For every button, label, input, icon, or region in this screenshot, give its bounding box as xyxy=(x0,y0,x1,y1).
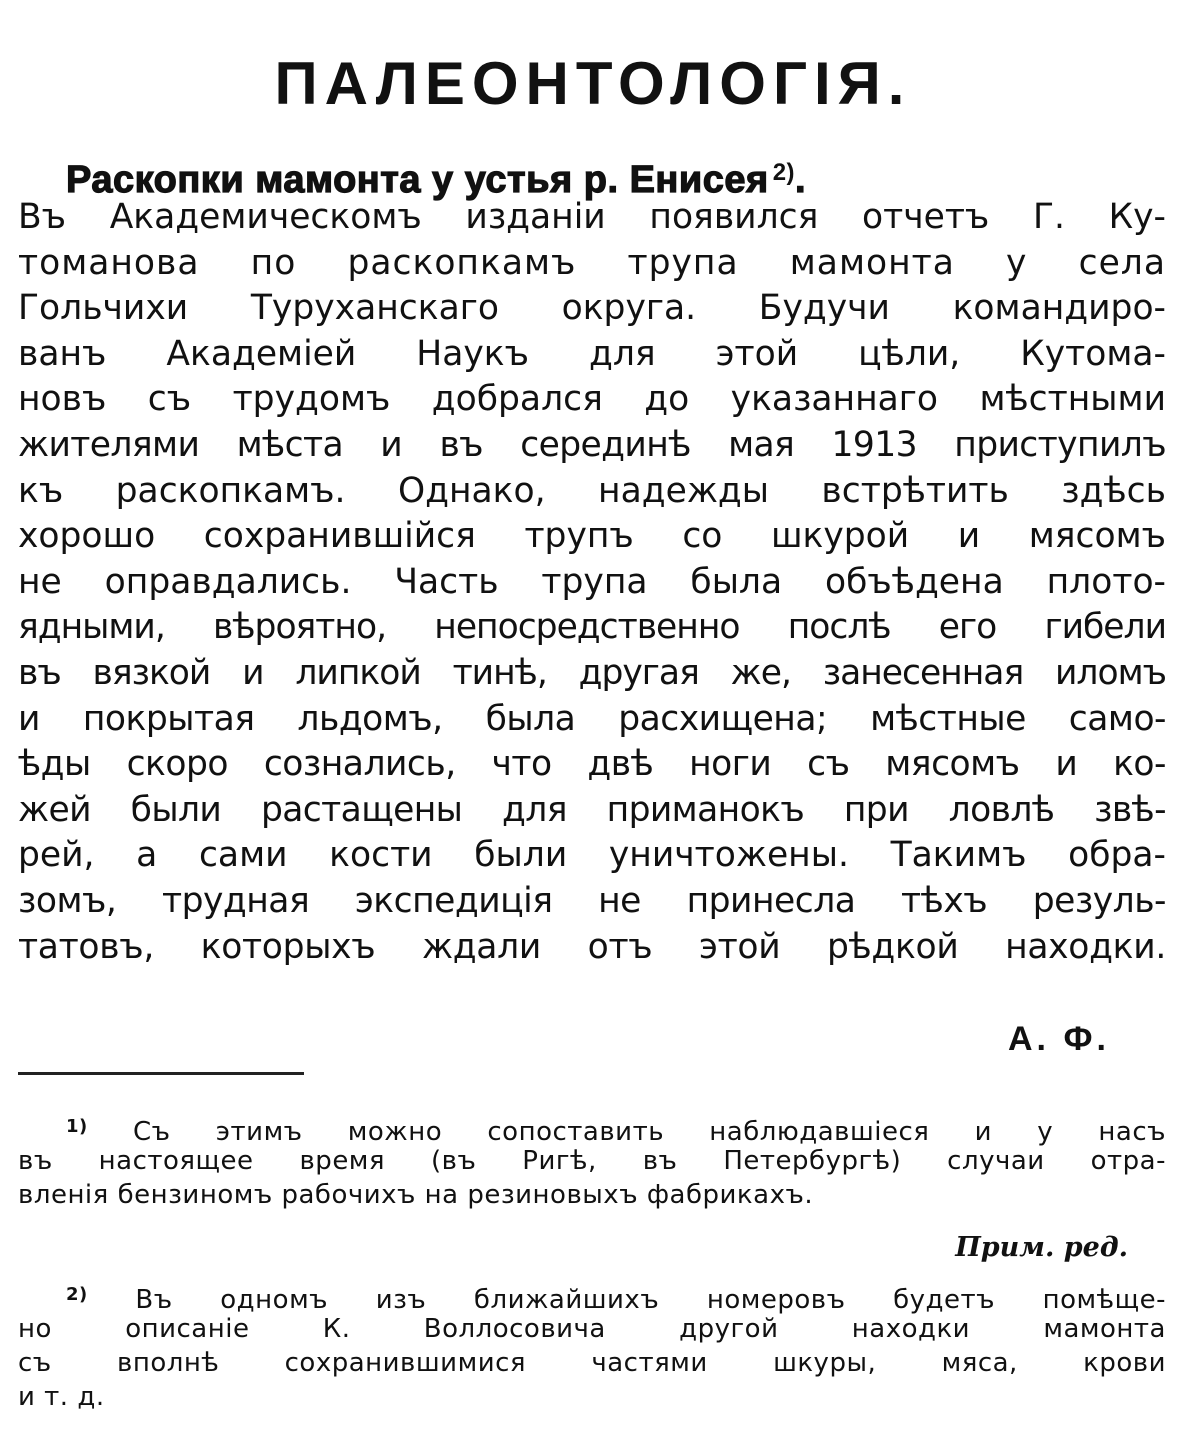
body-line: Въ Академическомъ изданiи появился отчетъ Г. Ку- xyxy=(18,197,1166,237)
footnote-line-text: Съ этимъ можно сопоставить наблюдавшiеся и у насъ xyxy=(133,1117,1166,1147)
article-body xyxy=(18,195,1166,970)
body-line: хорошо сохранившiйся трупъ со шкурой и мясомъ xyxy=(18,516,1166,557)
body-line: Гольчихи Туруханскаго округа. Будучи командиро- xyxy=(18,288,1166,329)
body-line: томанова по раскопкамъ трупа мамонта у села xyxy=(18,242,1166,283)
body-line: татовъ, которыхъ ждали отъ этой рѣдкой находки. xyxy=(18,926,1166,967)
body-line: ванъ Академiей Наукъ для этой цѣли, Кутома- xyxy=(18,333,1166,374)
footnote-line xyxy=(18,1110,1166,1147)
body-line: ядными, вѣроятно, непосредственно послѣ его гибели xyxy=(18,607,1166,648)
body-line: новъ съ трудомъ добрался до указаннаго мѣстными xyxy=(18,379,1166,420)
footnote-line: съ вполнѣ сохранившимися частями шкуры, мяса, крови xyxy=(18,1348,1166,1378)
body-line: ѣды скоро сознались, что двѣ ноги съ мясомъ и ко- xyxy=(18,744,1166,785)
footnote-line xyxy=(18,1278,1167,1315)
article-title-period: . xyxy=(795,159,807,201)
section-heading: ПАЛЕОНТОЛОГIЯ. xyxy=(274,50,912,117)
body-line: не оправдались. Часть трупа была объѣдена плото- xyxy=(18,561,1166,602)
footnote-line: но описанiе К. Воллосовича другой находки мамонта xyxy=(18,1314,1166,1344)
body-line: жей были растащены для приманокъ при ловлѣ звѣ- xyxy=(18,789,1166,830)
footnote-line: и т. д. xyxy=(18,1382,105,1412)
body-line: въ вязкой и липкой тинѣ, другая же, занесенная иломъ xyxy=(18,652,1166,693)
editor-note: Прим. ред. xyxy=(955,1232,1128,1263)
footnote-ref-2: 2) xyxy=(772,159,796,186)
article-title-text: Раскопки мамонта у устья р. Енисея xyxy=(66,159,769,201)
footnote-line-text: Въ одномъ изъ ближайшихъ номеровъ будетъ помѣще- xyxy=(135,1285,1167,1315)
body-line: и покрытая льдомъ, была расхищена; мѣстные само- xyxy=(18,698,1166,739)
footnote-line: въ настоящее время (въ Ригѣ, въ Петербургѣ) случаи отра- xyxy=(18,1146,1166,1176)
author-signature: А. Ф. xyxy=(1008,1020,1110,1058)
footnote-1 xyxy=(18,1110,1166,1212)
footnote-marker: 2) xyxy=(66,1284,88,1305)
footnote-line: вленiя бензиномъ рабочихъ на резиновыхъ фабрикахъ. xyxy=(18,1180,814,1210)
footnote-divider xyxy=(18,1072,304,1075)
footnote-marker: 1) xyxy=(66,1116,88,1137)
footnote-2 xyxy=(18,1278,1166,1414)
body-line: зомъ, трудная экспедицiя не принесла тѣхъ резуль- xyxy=(18,880,1166,921)
body-line: рей, а сами кости были уничтожены. Такимъ обра- xyxy=(18,835,1166,876)
body-line: къ раскопкамъ. Однако, надежды встрѣтить здѣсь xyxy=(18,470,1166,511)
body-line: жителями мѣста и въ серединѣ мая 1913 приступилъ xyxy=(18,424,1166,465)
